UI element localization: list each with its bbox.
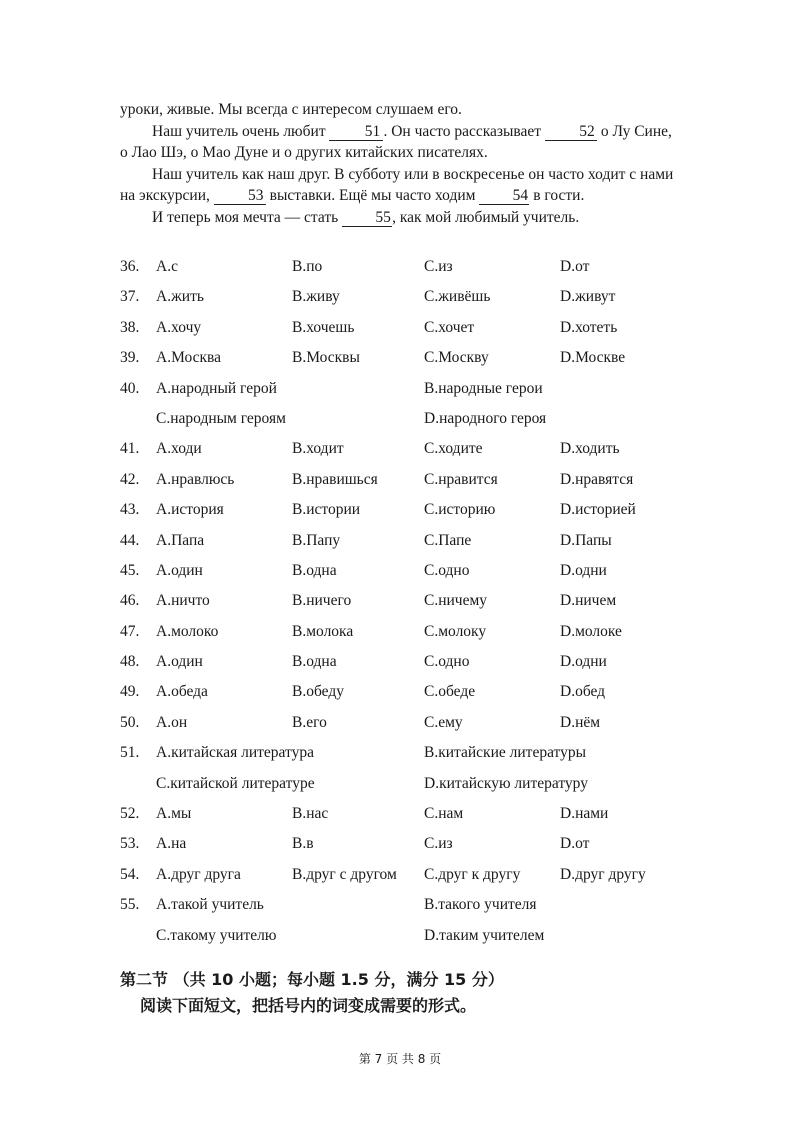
option-b: B.обеду [292, 683, 344, 701]
question-53 [120, 829, 700, 859]
question-number: 36. [120, 258, 140, 275]
option-c: C.из [424, 258, 453, 275]
option-d: D.молоке [560, 622, 622, 640]
option-c: C.нравится [424, 470, 498, 488]
question-44 [120, 526, 700, 556]
option-c: C.одно [424, 653, 470, 671]
option-d: D.одни [560, 653, 607, 671]
option-c: C.ничему [424, 592, 488, 610]
option-b: B.Папу [292, 531, 341, 549]
option-a: A.на [156, 835, 187, 853]
question-number: 38. [120, 318, 140, 336]
option-a: A.китайская литература [156, 744, 314, 762]
option-a: A.обеда [156, 683, 208, 701]
option-b: B.друг с другом [292, 865, 397, 883]
question-number: 45. [120, 561, 140, 579]
option-d: D.друг другу [560, 865, 646, 883]
passage-paragraph-4: И теперь моя мечта — стать 55, как мой любимый учитель. [152, 208, 580, 226]
question-number: 48. [120, 653, 140, 671]
question-number: 44. [120, 531, 140, 549]
passage-line-1: уроки, живые. Мы всегда с интересом слушаем его. [120, 101, 462, 118]
option-a: A.Москва [156, 349, 222, 367]
question-51 [120, 738, 700, 768]
option-c: C.ходите [424, 440, 483, 458]
question-number: 37. [120, 288, 140, 306]
question-52 [120, 799, 700, 829]
option-d: D.Папы [560, 531, 612, 549]
option-b: B.Москвы [292, 349, 360, 367]
option-c: C.китайской литературе [156, 774, 315, 792]
option-d: D.от [560, 835, 590, 853]
blank-55: 55 [342, 210, 392, 227]
option-a: A.мы [156, 805, 192, 823]
question-number: 49. [120, 683, 140, 701]
option-d: D.нами [560, 805, 609, 823]
option-a: A.ничто [156, 592, 210, 610]
option-a: A.ходи [156, 440, 202, 458]
question-41 [120, 434, 700, 464]
option-d: D.китайскую литературу [424, 774, 588, 792]
question-54 [120, 860, 700, 890]
question-51-row-2 [120, 769, 700, 799]
option-c: C.ему [424, 713, 463, 731]
question-39 [120, 343, 700, 373]
option-a: A.молоко [156, 622, 219, 640]
question-55 [120, 890, 700, 920]
option-c: C.из [424, 835, 453, 853]
page-number-footer: 第 7 页 共 8 页 [358, 1052, 442, 1066]
question-49 [120, 677, 700, 707]
question-number: 43. [120, 501, 140, 519]
option-d: D.ходить [560, 440, 620, 458]
option-d: D.одни [560, 561, 607, 579]
question-38 [120, 313, 700, 343]
option-a: A.история [156, 501, 224, 519]
blank-53: 53 [214, 188, 266, 205]
question-list [120, 252, 700, 951]
option-a: A.он [156, 713, 188, 731]
question-number: 53. [120, 835, 140, 853]
option-c: C.народным героям [156, 409, 286, 427]
option-b: B.ходит [292, 440, 344, 458]
option-a: A.нравлюсь [156, 470, 235, 488]
question-number: 52. [120, 805, 140, 823]
option-c: C.хочет [424, 318, 475, 336]
option-d: D.историей [560, 501, 636, 519]
option-b: B.по [292, 258, 323, 275]
option-b: B.ничего [292, 592, 352, 610]
question-40 [120, 374, 700, 404]
option-d: D.ничем [560, 592, 617, 610]
question-number: 47. [120, 622, 140, 640]
question-45 [120, 556, 700, 586]
question-37 [120, 282, 700, 312]
option-b: B.живу [292, 288, 340, 306]
option-d: D.обед [560, 683, 606, 701]
passage-paragraph-2: Наш учитель очень любит 51 . Он часто рассказывает 52 о Лу Сине, о Лао Шэ, о Мао Дуне и о других китайских писателях. [120, 122, 672, 161]
question-number: 54. [120, 865, 140, 883]
option-a: A.жить [156, 288, 204, 306]
option-a: A.друг друга [156, 865, 241, 883]
question-46 [120, 586, 700, 616]
option-c: C.друг к другу [424, 865, 521, 883]
question-number: 51. [120, 744, 140, 762]
option-a: A.один [156, 561, 203, 579]
question-number: 40. [120, 379, 140, 397]
option-c: C.молоку [424, 622, 487, 640]
question-number: 41. [120, 440, 140, 458]
option-b: B.в [292, 835, 314, 853]
question-43 [120, 495, 700, 525]
question-47 [120, 617, 700, 647]
option-a: A.с [156, 258, 178, 275]
option-b: B.хочешь [292, 318, 355, 336]
option-c: C.нам [424, 805, 464, 823]
option-b: B.истории [292, 501, 361, 519]
section-2-title: 第二节 （共 10 小题；每小题 1.5 分，满分 15 分） [120, 970, 504, 989]
option-b: B.одна [292, 653, 337, 671]
question-number: 42. [120, 470, 140, 488]
blank-51: 51 [329, 124, 383, 141]
option-d: D.таким учителем [424, 926, 545, 944]
option-a: A.Папа [156, 531, 205, 549]
passage-paragraph-3: Наш учитель как наш друг. В субботу или в воскресенье он часто ходит с нами на экскурсии, 53 выставки. Ещё мы часто ходим 54 в гости. [120, 165, 674, 204]
blank-54: 54 [479, 188, 529, 205]
question-36 [120, 252, 700, 282]
option-d: D.нравятся [560, 470, 634, 488]
option-c: C.Москву [424, 349, 489, 367]
option-b: B.его [292, 713, 327, 731]
option-d: D.хотеть [560, 318, 618, 336]
option-d: D.нём [560, 713, 601, 731]
option-a: A.такой учитель [156, 896, 264, 914]
option-d: D.от [560, 258, 590, 275]
section-2-header [120, 967, 504, 1019]
question-number: 55. [120, 896, 140, 914]
option-b: B.одна [292, 561, 337, 579]
option-c: C.историю [424, 501, 496, 519]
option-b: B.такого учителя [424, 896, 537, 914]
option-c: C.обеде [424, 683, 476, 701]
option-c: C.живёшь [424, 288, 491, 306]
question-55-row-2 [120, 921, 700, 951]
question-number: 39. [120, 349, 140, 367]
option-a: A.народный герой [156, 379, 277, 397]
reading-passage [120, 99, 680, 228]
option-b: B.китайские литературы [424, 744, 587, 762]
option-a: A.один [156, 653, 203, 671]
question-number: 50. [120, 713, 140, 731]
question-number: 46. [120, 592, 140, 610]
question-42 [120, 465, 700, 495]
option-b: B.народные герои [424, 379, 543, 397]
option-b: B.молока [292, 622, 354, 640]
option-d: D.живут [560, 288, 616, 306]
option-b: B.нас [292, 805, 329, 823]
option-d: D.народного героя [424, 409, 547, 427]
question-48 [120, 647, 700, 677]
option-c: C.Папе [424, 531, 472, 549]
option-b: B.нравишься [292, 470, 378, 488]
option-d: D.Москве [560, 349, 626, 367]
option-c: C.такому учителю [156, 926, 277, 944]
section-2-instruction: 阅读下面短文，把括号内的词变成需要的形式。 [140, 996, 477, 1015]
option-a: A.хочу [156, 318, 202, 336]
question-50 [120, 708, 700, 738]
option-c: C.одно [424, 561, 470, 579]
question-40-row-2 [120, 404, 700, 434]
blank-52: 52 [545, 124, 597, 141]
